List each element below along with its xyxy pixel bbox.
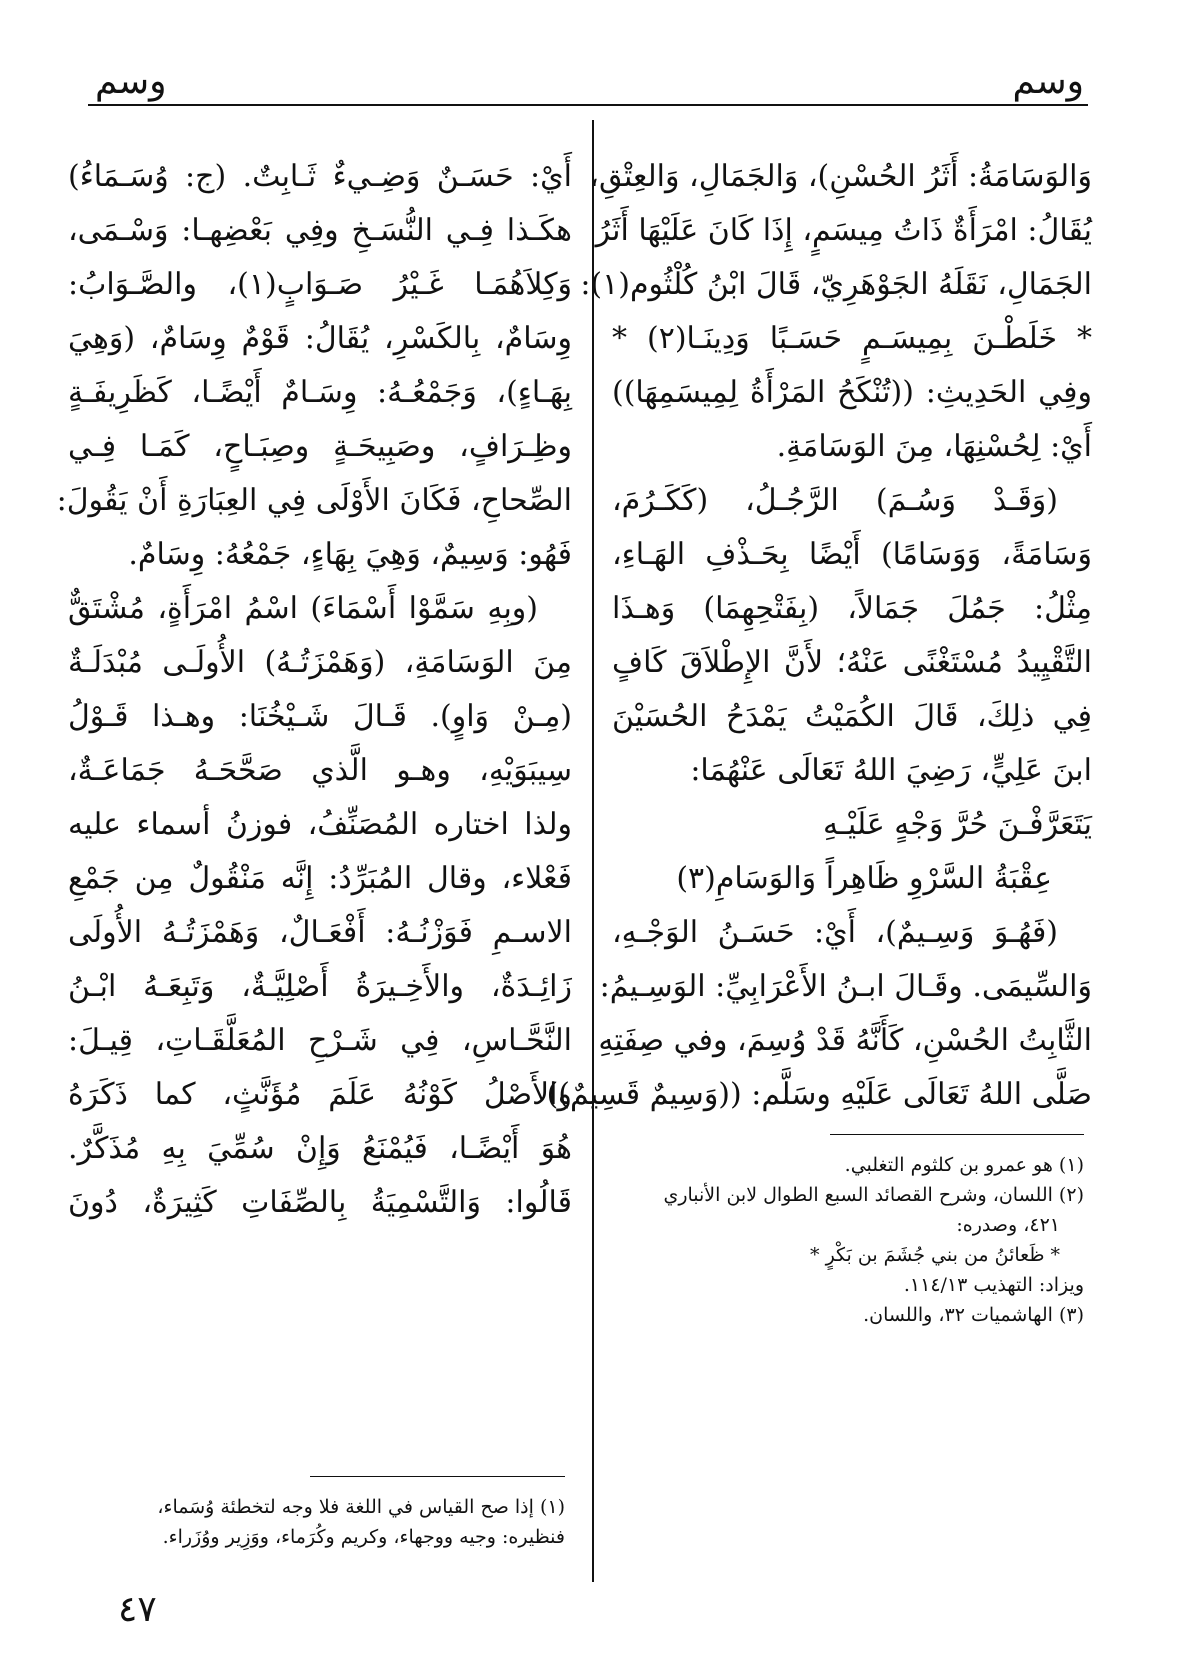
footnote-rule-left [310,1476,565,1477]
left-footnotes [80,1492,565,1552]
text-line: (مِـنْ وَاوٍ). قَـالَ شَـيْخُنَا: وهـذا قَـوْلُ [68,699,572,734]
text-line: فِي ذلِكَ، قَالَ الكُمَيْتُ يَمْدَحُ الحُسَيْنَ [612,699,1092,734]
text-line: (فَهُـوَ وَسِـيمٌ)، أَيْ: حَسَـنُ الوَجْـهِ، [612,915,1058,950]
text-line: النَّحَّـاسِ، فِي شَـرْحِ المُعَلَّقَـاتِ، قِيـلَ: [68,1023,572,1058]
text-line: هكَـذا فِـي النُّسَـخِ وفِي بَعْضِهـا: وَسْـمَى، [68,213,572,248]
footnote-verse: * ظَعائنُ من بني جُشَمَ بن بَكْرٍ * [810,1244,1060,1266]
text-line: وظِـرَافٍ، وصَبِيحَـةٍ وصِبَـاحٍ، كَمَـا فِـي [68,429,572,464]
text-line: مِنَ الوَسَامَةِ، (وَهَمْزَتُـهُ) الأُولَـى مُبْدَلَـةٌ [68,645,572,680]
text-line: الثَّابِتُ الحُسْنِ، كَأَنَّهُ قَدْ وُسِمَ، وفي صِفَتِهِ [598,1023,1092,1058]
text-line: أَيْ: لِحُسْنِهَا، مِنَ الوَسَامَةِ. [776,429,1092,464]
footnote: (١) هو عمرو بن كلثوم التغلبي. [844,1154,1084,1176]
text-line: هُوَ أَيْضًـا، فَيُمْنَعُ وَإِنْ سُمِّيَ بِهِ مُذَكَّرٌ. [68,1131,572,1166]
text-line: يُقَالُ: امْرَأَةٌ ذَاتُ مِيسَمٍ، إِذَا كَانَ عَلَيْهَا أَثَرُ [595,213,1092,248]
right-column [546,150,1092,1122]
text-line: الجَمَالِ، نَقَلَهُ الجَوْهَرِيّ، قَالَ ابْنُ كُلْثُوم(١): [580,267,1092,302]
column-divider [592,120,594,1582]
footnote: فنظيره: وجيه ووجهاء، وكريم وكُرَماء، ووَزِير ووُزَراء. [162,1526,565,1548]
text-line: الصِّحاحِ، فَكَانَ الأَوْلَى فِي العِبَارَةِ أَنْ يَقُولَ: [56,483,572,518]
text-line: مِثْلُ: جَمُلَ جَمَالاً، (بِفَتْحِهِمَا) وَهـذَا [612,591,1092,626]
text-line: (وَقَـدْ وَسُـمَ) الرَّجُـلُ، (كَكَـرُمَ، [612,483,1058,518]
running-header-right: وسم [1012,61,1084,102]
header-rule [88,104,1088,106]
verse-line: يَتَعَرَّفْـنَ حُرَّ وَجْهٍ عَلَيْـهِ [823,807,1092,842]
text-line: فَعْلاء، وقال المُبَرِّدُ: إِنَّه مَنْقُولٌ مِن جَمْعِ [68,861,572,896]
text-line: وَسَامَةً، وَوَسَامًا) أَيْضًا بِحَـذْفِ الهَـاءِ، [612,537,1092,572]
text-line: فَهُو: وَسِيمٌ، وَهِيَ بِهَاءٍ، جَمْعُهُ: وِسَامٌ. [128,537,572,572]
verse-line: عِقْبَةُ السَّرْوِ ظَاهِراً وَالوَسَامِ(٣) [676,861,1052,896]
left-column [56,150,572,1230]
text-line: سِيبَوَيْهِ، وهـو الَّذي صَحَّحَـهُ جَمَاعَـةٌ، [68,753,572,788]
footnote: (٢) اللسان، وشرح القصائد السبع الطوال لابن الأنباري [663,1184,1084,1206]
text-line: التَّقْيِيدُ مُسْتَغْنًى عَنْهُ؛ لأَنَّ الإِطْلاَقَ كَافٍ [612,645,1092,680]
text-line: وَالوَسَامَةُ: أَثَرُ الحُسْنِ)، وَالجَمَالِ، وَالعِتْقِ، [589,159,1092,194]
verse-line: * خَلَطْـنَ بِمِيسَـمٍ حَسَـبًا وَدِينَـا(٢) * [612,321,1092,356]
text-line: ابنَ عَلِيٍّ، رَضِيَ اللهُ تَعَالَى عَنْهُمَا: [690,753,1092,788]
text-line: وِسَامٌ، بِالكَسْرِ، يُقَالُ: قَوْمٌ وِسَامٌ، (وَهِيَ [68,321,572,356]
text-line: زَائِـدَةٌ، والأَخِـيرَةُ أَصْلِيَّـةٌ، وَتَبِعَـهُ ابْـنُ [68,969,572,1004]
right-footnotes [612,1150,1084,1330]
footnote-rule-right [830,1134,1084,1135]
text-line: صَلَّى اللهُ تَعَالَى عَلَيْهِ وسَلَّم: ((وَسِيمٌ قَسِيمٌ)) [546,1077,1092,1112]
text-line: قَالُوا: وَالتَّسْمِيَةُ بِالصِّفَاتِ كَثِيرَةٌ، دُونَ [68,1185,572,1220]
page-number: ٤٧ [118,1589,157,1630]
text-line: أَيْ: حَسَـنٌ وَضِـيءٌ ثَـابِتٌ. (ج: وُسَـمَاءُ) [68,159,572,194]
text-line: ولذا اختاره المُصَنِّفُ، فوزنُ أسماء عليه [68,807,572,842]
footnote: (٣) الهاشميات ٣٢، واللسان. [863,1304,1084,1326]
footnote: (١) إذا صح القياس في اللغة فلا وجه لتخطئة وُسَماء، [157,1496,565,1518]
running-header-left: وسم [95,61,167,102]
text-line: وَكِلاَهُمَـا غَـيْرُ صَـوَابٍ(١)، والصَّـوَابُ: [68,267,572,302]
text-line: وَالسِّيمَى. وقَـالَ ابـنُ الأَعْرَابِيِّ: الوَسِـيمُ: [599,969,1092,1004]
footnote: ٤٢١، وصدره: [956,1214,1060,1236]
text-line: وفِي الحَدِيثِ: ((تُنْكَحُ المَرْأَةُ لِمِيسَمِهَا)) [612,375,1092,410]
text-line: الاسـمِ فَوَزْنُـهُ: أَفْعَـالٌ، وَهَمْزَتُـهُ الأُولَى [68,915,572,950]
text-line: (وبِهِ سَمَّوْا أَسْمَاءَ) اسْمُ امْرَأَةٍ، مُشْتَقٌّ [68,591,538,626]
text-line: بِهَـاءٍ)، وَجَمْعُـهُ: وِسَـامٌ أَيْضًـا، كَظَرِيفَـةٍ [68,375,572,410]
text-line: والأَصْلُ كَوْنُهُ عَلَمَ مُؤَنَّثٍ، كما ذَكَرَهُ [68,1077,572,1112]
footnote: ويزاد: التهذيب ١١٤/١٣. [903,1274,1084,1296]
